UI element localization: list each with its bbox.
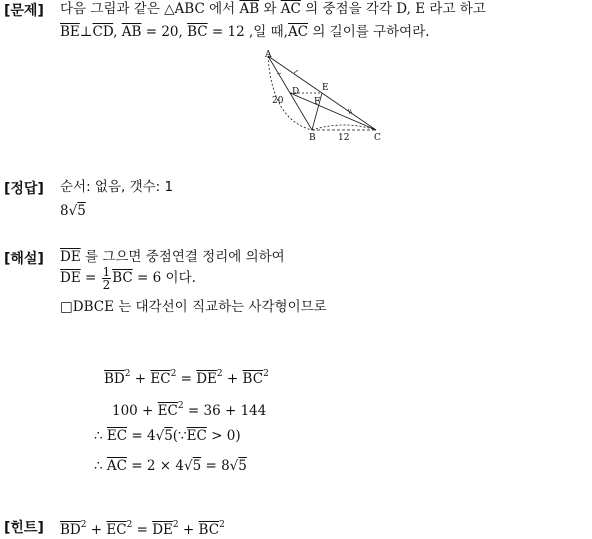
segment-ec: $\overline{EC}$ [186,428,207,444]
fraction-half [102,266,112,291]
exponent: 2 [172,520,179,530]
label-b: B [309,133,316,143]
equation-text: > 0) [211,428,241,444]
problem-text: = 12 ,일 때, [211,24,288,40]
segment-ec: $\overline{EC}$ [150,371,171,387]
segment-ab: $\overline{AB}$ [121,24,142,40]
segment-ec: $\overline{EC}$ [157,403,178,419]
segment-ec: $\overline{EC}$ [106,428,128,444]
problem-text: , [113,24,118,40]
equation-2 [112,398,266,420]
segment-ac: $\overline{AC}$ [106,458,127,474]
problem-text: 와 [263,1,277,17]
solution-line-2 [60,266,196,291]
length-bc: 12 [338,133,350,143]
equation-1: $\overline{BD}^2 + \overline{EC}^2 = \overline{DE}^2 + \overline{BC}^2$ [104,369,269,387]
problem-text: 의 길이를 구하여라. [312,24,430,40]
solution-line-1 [60,249,285,266]
problem-line-2 [60,24,430,41]
answer-coef: 8 [60,203,69,219]
solution-text: 를 그으면 중점연결 정리에 의하여 [84,249,285,265]
segment-bc: $\overline{BC}$ [198,522,220,538]
segment-ac: $\overline{AC}$ [280,1,301,17]
median-cd [290,93,376,130]
segment-ab: $\overline{AB}$ [239,1,260,17]
hint-tag: [힌트] [4,520,44,536]
label-e: E [322,83,329,93]
segment-de: $\overline{DE}$ [60,249,81,265]
equation-4: ∴ $\overline{AC} = 2 \times 4√5 = 8√5$ [94,458,247,474]
label-f: F [314,97,321,107]
label-d: D [292,87,300,97]
radicand: 5 [238,458,247,474]
exponent: 2 [126,520,133,530]
answer-tag: [정답] [4,181,44,197]
segment-cd: $\overline{CD}$ [92,24,114,40]
segment-bc: $\overline{BC}$ [242,371,264,387]
segment-de: $\overline{DE}$ [60,270,81,286]
segment-be: $\overline{BE}$ [60,24,80,40]
denominator: 2 [102,278,111,292]
problem-text: 의 중점을 각각 D, E 라고 하고 [305,1,486,17]
answer-value: 8√5 [60,203,86,219]
perpendicular-symbol: ⊥ [79,24,93,40]
segment-ec: $\overline{EC}$ [106,522,127,538]
answer-root: 5 [77,203,86,219]
tick-marks [277,70,352,114]
therefore-symbol: ∴ [94,458,103,474]
exponent: 2 [170,369,177,379]
solution-line-3: □DBCE 는 대각선이 직교하는 사각형이므로 [60,299,327,315]
segment-de: $\overline{DE}$ [196,371,217,387]
radicand: 5 [192,458,202,474]
solution-tag: [해설] [4,251,44,267]
segment-de: $\overline{DE}$ [152,522,173,538]
length-ab: 20 [272,96,284,106]
triangle-figure [260,48,390,144]
problem-text: 다음 그림과 같은 △ABC 에서 [60,1,236,17]
equals: = [84,270,97,286]
segment-ac: $\overline{AC}$ [287,24,309,40]
label-c: C [374,133,381,143]
numerator: 1 [102,265,111,279]
solution-text: = 6 이다. [137,270,196,286]
segment-bd: $\overline{BD}$ [60,522,81,538]
segment-bc: $\overline{BC}$ [187,24,208,40]
problem-line-1 [60,1,486,18]
label-a: A [265,50,272,60]
answer-meta: 순서: 없음, 갯수: 1 [60,179,174,195]
exponent: 2 [124,369,131,379]
hint-equation: $\overline{BD}^2 + \overline{EC}^2 = \overline{DE}^2 + \overline{BC}^2$ [60,520,225,538]
equation-text: = 2 × 4 [131,458,184,474]
exponent: 2 [80,520,87,530]
exponent: 2 [219,520,225,530]
because-symbol: (∵ [172,428,187,444]
problem-tag: [문제] [4,3,44,19]
equation-3: ∴ $\overline{EC}$ = $4√5(\because\overline{EC} > 0)$ [94,428,241,444]
exponent: 2 [216,369,223,379]
equation-text: 100 + [112,403,154,419]
exponent: 2 [177,401,184,411]
exponent: 2 [263,369,269,379]
equation-text: = 4 [131,428,156,444]
segment-bd: $\overline{BD}$ [104,371,125,387]
segment-bc: $\overline{BC}$ [112,270,133,286]
therefore-symbol: ∴ [94,428,103,444]
radicand: 5 [164,428,173,444]
equation-text: = 8 [205,458,230,474]
equation-text: = 36 + 144 [187,403,267,419]
problem-text: = 20, [145,24,183,40]
